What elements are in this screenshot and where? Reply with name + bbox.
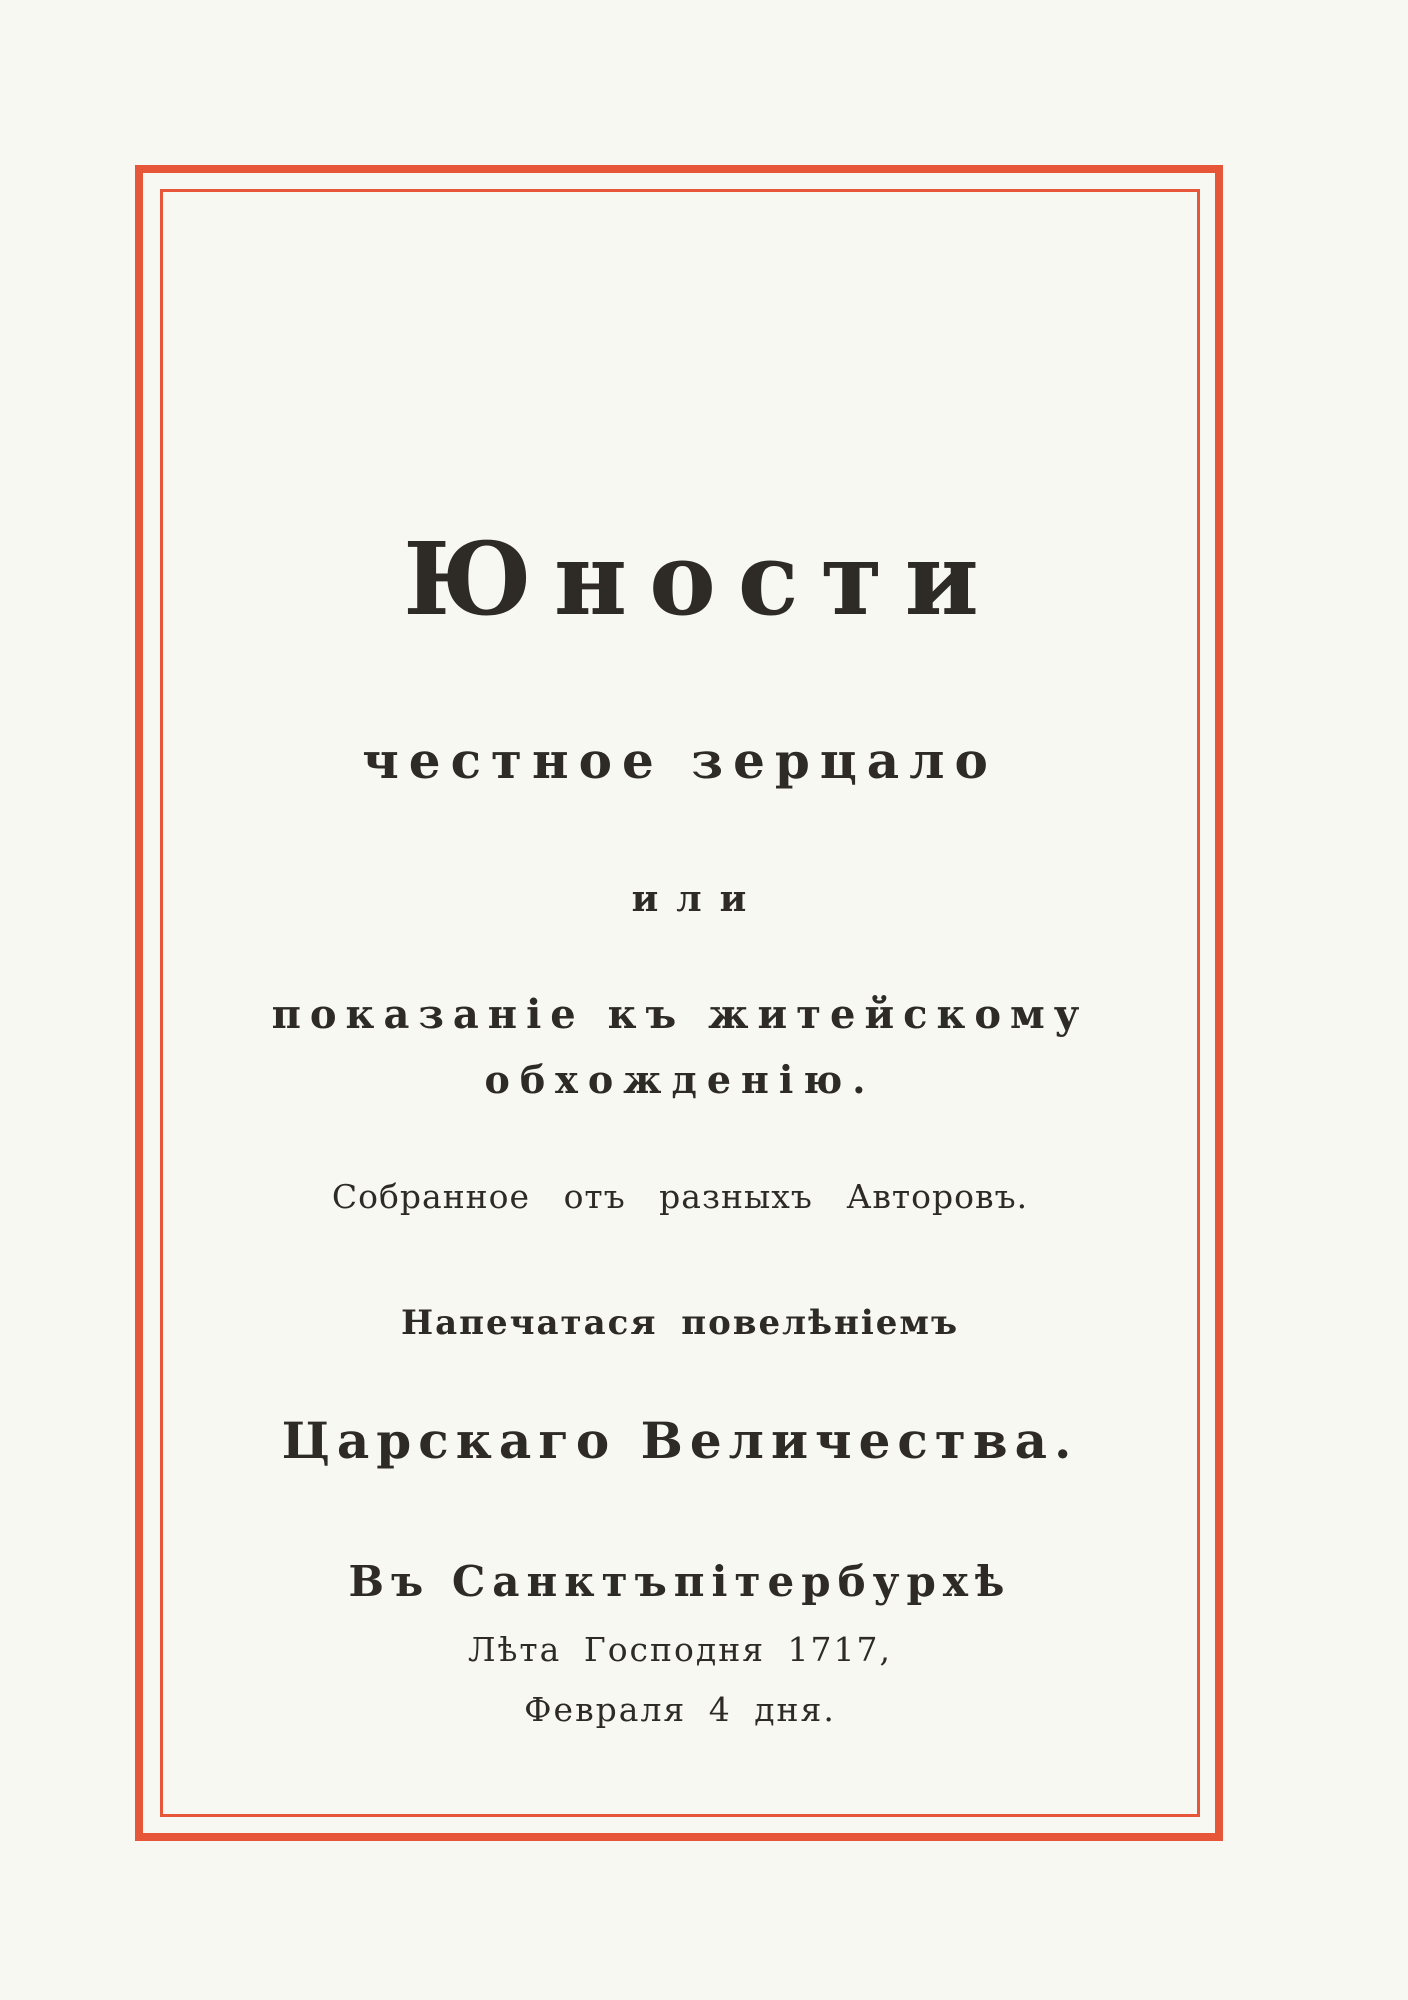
place-of-printing: Въ Санктъпітербурхѣ — [348, 1557, 1012, 1606]
year-line: Лѣта Господня 1717, — [467, 1630, 892, 1669]
description-line-2: обхожденію. — [484, 1057, 876, 1102]
conjunction-or: или — [631, 878, 765, 920]
book-subtitle: честное зерцало — [362, 731, 998, 790]
book-title: Юности — [403, 520, 1001, 638]
compiled-from-authors: Собранное отъ разныхъ Авторовъ. — [331, 1177, 1029, 1216]
tsar-majesty: Царскаго Величества. — [281, 1411, 1079, 1470]
description-line-1: показаніе къ житейскому — [271, 991, 1089, 1038]
date-line: Февраля 4 дня. — [524, 1690, 836, 1729]
title-page — [160, 189, 1200, 1817]
printed-by-order: Напечатася повелѣніемъ — [400, 1303, 960, 1343]
